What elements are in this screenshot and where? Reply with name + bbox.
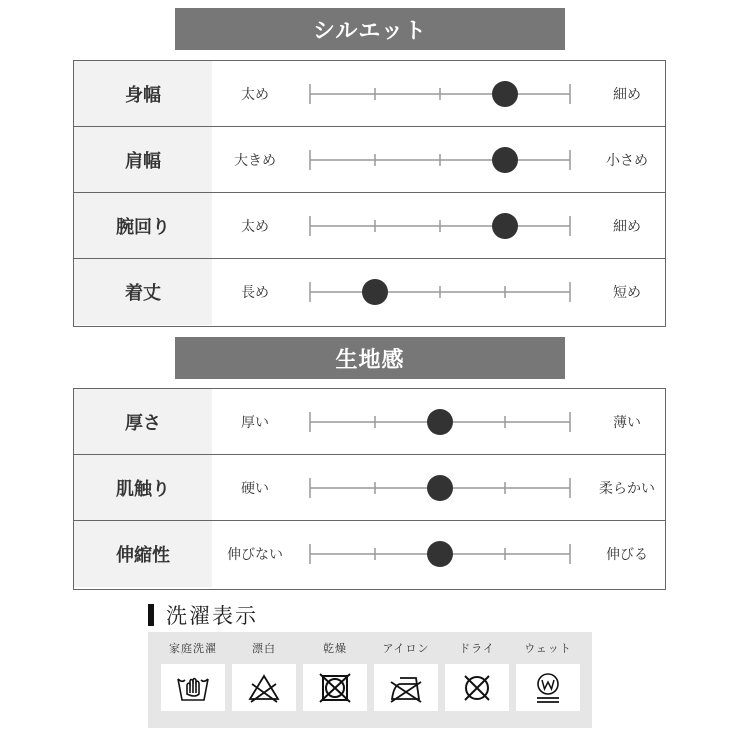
wash-label: ドライ [459,642,495,655]
wash-item-home-wash [161,632,225,711]
rating-slider [309,389,571,454]
rating-slider [309,455,571,520]
slider-track [309,193,571,259]
rating-dot [492,147,518,173]
wash-item-bleach [232,632,296,711]
scale-left-label: 長め [241,285,269,301]
spec-row-thickness [74,389,665,455]
wash-label: ウェット [524,642,572,655]
slider-track [309,389,571,455]
wash-item-dry-clean [445,632,509,711]
scale-left-label: 太め [241,86,269,103]
rating-slider [309,193,571,258]
title-bar-marker [148,604,154,626]
silhouette-table [73,60,666,327]
rating-dot [427,541,453,567]
fabric-header [175,337,565,379]
washing-title-text: 洗濯表示 [166,604,258,628]
row-label: 腕回り [74,193,212,258]
rating-dot [492,213,518,239]
scale-left-label: 大きめ [234,152,276,169]
scale-left-label: 太め [241,218,269,235]
spec-row-arm-width [74,193,665,259]
wash-label: 乾燥 [323,642,347,655]
scale-right-label: 細め [613,218,641,235]
scale-right-label: 小さめ [606,152,648,169]
row-label: 肌触り [74,455,212,520]
slider-track [309,61,571,127]
spec-row-length [74,259,665,325]
row-label: 着丈 [74,259,212,325]
wash-item-iron [374,632,438,711]
spec-row-shoulder-width [74,127,665,193]
wash-label: 漂白 [252,642,276,655]
slider-track [309,259,571,325]
rating-dot [362,279,388,305]
rating-dot [492,81,518,107]
scale-right-label: 柔らかい [599,480,655,497]
wash-label: アイロン [382,642,430,655]
no-iron-icon [374,664,438,711]
no-bleach-icon [232,664,296,711]
scale-right-label: 薄い [613,414,641,431]
row-label: 肩幅 [74,127,212,192]
slider-track [309,127,571,193]
spec-row-texture [74,455,665,521]
no-tumble-dry-icon [303,664,367,711]
fabric-title: 生地感 [335,347,405,373]
spec-row-stretch [74,521,665,587]
washing-title [148,600,258,630]
wash-item-tumble-dry [303,632,367,711]
rating-slider [309,259,571,325]
silhouette-header [175,8,565,50]
rating-slider [309,127,571,192]
row-label: 伸縮性 [74,521,212,587]
silhouette-title: シルエット [312,18,427,44]
row-label: 厚さ [74,389,212,454]
fabric-table [73,388,666,590]
scale-right-label: 細め [613,86,641,103]
row-label: 身幅 [74,61,212,126]
scale-left-label: 伸びない [227,547,283,563]
washing-symbols-panel [148,632,592,728]
wash-label: 家庭洗濯 [169,642,217,655]
scale-right-label: 短め [613,285,641,301]
no-dry-clean-icon [445,664,509,711]
rating-dot [427,409,453,435]
rating-dot [427,475,453,501]
rating-slider [309,61,571,126]
slider-track [309,455,571,521]
scale-right-label: 伸びる [606,547,648,563]
wet-clean-icon [516,664,580,711]
wash-item-wet-clean [516,632,580,711]
rating-slider [309,521,571,587]
hand-wash-icon [161,664,225,711]
spec-row-body-width [74,61,665,127]
scale-left-label: 硬い [241,480,269,497]
slider-track [309,521,571,587]
scale-left-label: 厚い [241,414,269,431]
